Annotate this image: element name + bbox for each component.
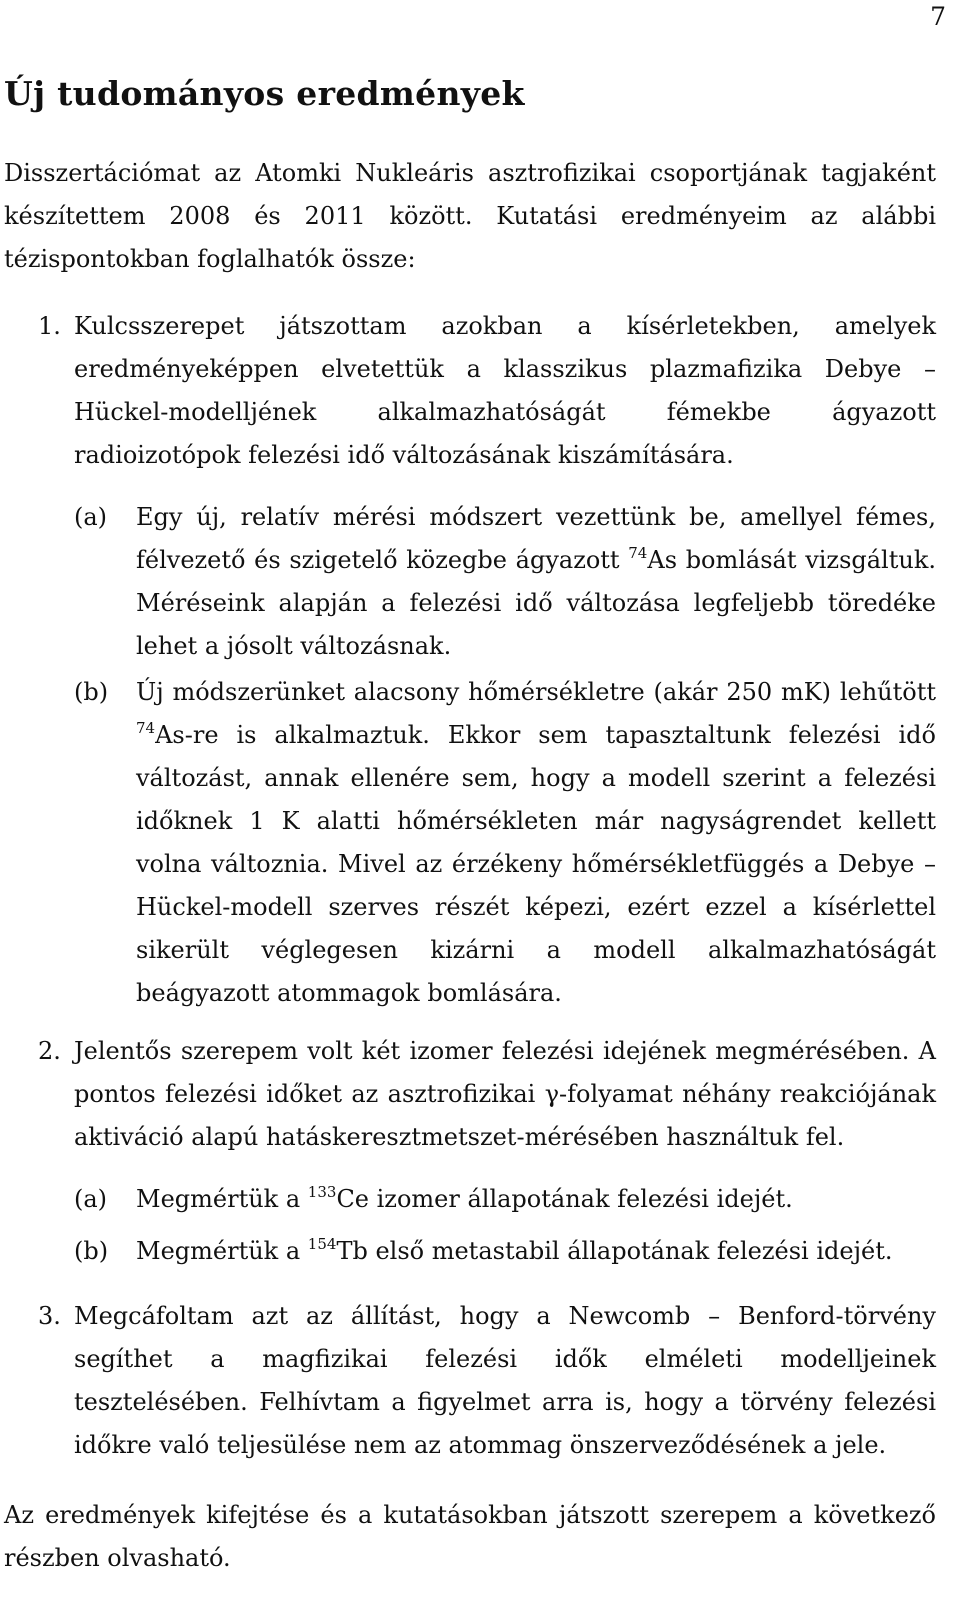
subitem-label: (b) [74,1237,109,1265]
thesis-item-2 [4,1030,936,1159]
thesis-subitem-1b [74,671,936,1015]
thesis-subitem-2a [74,1178,936,1221]
page-title: Új tudományos eredmények [4,74,525,113]
subitem-text: Megmértük a $^{133}$Ce izomer állapotának felezési idejét. [136,1183,793,1213]
intro-paragraph: Disszertációmat az Atomki Nukleáris asztrofizikai csoportjának tagjaként készítettem 2008 és 2011 között. Kutatási eredményeim az alábbi tézispontokban foglalhatók össze: [4,159,936,273]
isotope-mass-number: 154 [307,1235,337,1253]
thesis-item-number: 1. [38,312,61,340]
isotope-mass-number: 74 [136,719,156,737]
thesis-item-number: 3. [38,1302,61,1330]
thesis-subitem-2b [74,1230,936,1273]
isotope-mass-number: 74 [628,544,648,562]
thesis-item-number: 2. [38,1037,61,1065]
thesis-item-3 [4,1295,936,1467]
subitem-text: Egy új, relatív mérési módszert vezettünk be, amellyel fémes, félvezető és szigetelő közegbe ágyazott $^{74}$As bomlását vizsgáltuk. Méréseink alapján a felezési idő változása legfeljebb töredéke lehet a jósolt változásnak. [136,503,937,660]
subitem-label: (a) [74,503,108,531]
closing-paragraph: Az eredmények kifejtése és a kutatásokban játszott szerepem a következő részben olvasható. [4,1501,936,1572]
thesis-item-text: Megcáfoltam azt az állítást, hogy a Newcomb – Benford-törvény segíthet a magfizikai felezési idők elméleti modelljeinek tesztelésében. Felhívtam a figyelmet arra is, hogy a törvény felezési időkre való teljesülése nem az atommag önszerveződésének a jele. [74,1302,936,1459]
subitem-label: (a) [74,1185,108,1213]
thesis-subitem-1a [74,496,936,668]
page-number: 7 [930,2,946,31]
thesis-item-text: Jelentős szerepem volt két izomer felezési idejének megmérésében. A pontos felezési időket az asztrofizikai γ-folyamat néhány reakciójának aktiváció alapú hatáskeresztmetszet-mérésében használtuk fel. [74,1037,936,1151]
thesis-item-1 [4,305,936,477]
thesis-item-text: Kulcsszerepet játszottam azokban a kísérletekben, amelyek eredményeképpen elvetettük a klasszikus plazmafizika Debye – Hückel-modelljének alkalmazhatóságát fémekbe ágyazott radioizotópok felezési idő változásának kiszámítására. [74,312,936,469]
subitem-label: (b) [74,678,109,706]
subitem-text: Megmértük a $^{154}$Tb első metastabil állapotának felezési idejét. [136,1235,893,1265]
isotope-mass-number: 133 [307,1183,337,1201]
subitem-text: Új módszerünket alacsony hőmérsékletre (akár 250 mK) lehűtött $^{74}$As-re is alkalmaztuk. Ekkor sem tapasztaltunk felezési idő változást, annak ellenére sem, hogy a modell szerint a felezési időknek 1 K alatti hőmérsékleten már nagyságrendet kellett volna változnia. Mivel az érzékeny hőmérsékletfüggés a Debye – Hückel-modell szerves részét képezi, ezért ezzel a kísérlettel sikerült véglegesen kizárni a modell alkalmazhatóságát beágyazott atommagok bomlására. [136,678,936,1007]
